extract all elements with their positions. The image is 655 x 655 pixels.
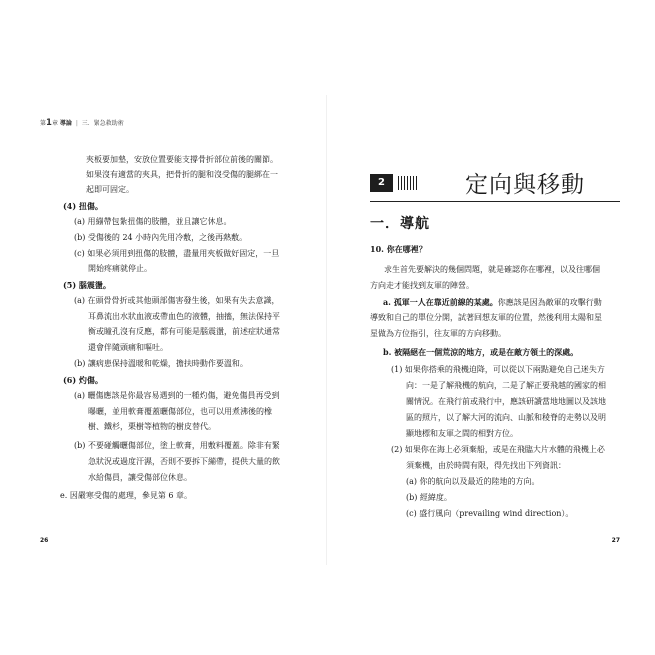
section-title: 一．導航 [370,216,430,232]
body-line: 衡或瞳孔沒有反應，都有可能是腦震盪，前述症狀通常 [88,327,280,336]
body-line: e. 因嚴寒受傷的處理，參見第 6 章。 [60,491,192,500]
chapter-title: 定向與移動 [465,172,585,198]
body-line: (a) 在頭骨骨折或其他頭部傷害發生後，如果有失去意識， [74,296,280,305]
running-head [40,118,124,128]
lead-in: a. 孤軍一人在靠近前線的某處。 [383,297,498,307]
page-number-right: 27 [611,537,620,544]
subheading: (4) 扭傷。 [63,201,103,211]
body-line: (1) 如果你搭乘的飛機迫降，可以從以下兩點避免自己迷失方 [391,365,605,374]
body-line: 還會伴隨頭痛和嘔吐。 [88,343,168,352]
body-line: 星做為方位指引，往友軍的方向移動。 [370,329,506,338]
body-line: 向：一是了解飛機的航向，二是了解正要飛越的國家的相 [406,381,606,390]
body-line: 關情況。在飛行前或飛行中，應該研讀當地地圖以及該地 [406,397,606,406]
body-line: (2) 如果你在海上必須棄船，或是在飛臨大片水體的飛機上必 [391,445,605,454]
body-line: (b) 不要碰觸曬傷部位，塗上軟膏，用敷料覆蓋。除非有緊 [74,441,280,450]
left-page [0,0,327,655]
body-line: 夾板要加墊，安放位置要能支撐骨折部位前後的關節。 [86,155,278,164]
body-line: (a) 用繃帶包紮扭傷的肢體，並且讓它休息。 [74,217,232,226]
subheading: (6) 灼傷。 [63,375,103,385]
right-page [327,0,655,655]
body-line: 耳鼻流出水狀血液或帶血色的液體，抽搐，無法保持平 [88,312,280,321]
body-line: 方向走才能找到友軍的陣營。 [370,281,474,290]
subheading: (5) 腦震盪。 [63,280,111,290]
running-head-separator: | [75,120,78,127]
body-line: 如果沒有適當的夾具，把骨折的腿和沒受傷的腿綁在一 [86,170,278,179]
body-line: 樹、鐵杉，栗樹等植物的樹皮替代。 [88,422,216,431]
body-line: (b) 經緯度。 [406,493,452,502]
lead-text: 你應該是因為敵軍的攻擊行動 [497,298,602,307]
subheading: b. 被隔絕在一個荒涼的地方，或是在敵方領土的深處。 [383,347,579,357]
page-number-left: 26 [40,537,49,544]
running-head-suffix: 章 [51,120,58,127]
body-line: 須棄機，由於時間有限，得先找出下列資訊： [406,461,566,470]
body-line: (a) 你的航向以及最近的陸地的方向。 [406,477,540,486]
running-head-prefix: 第 [40,120,47,127]
body-line: (c) 盛行風向（prevailing wind direction）。 [406,509,574,518]
body-line: 起即可固定。 [86,185,134,194]
chapter-underline [370,201,620,202]
body-line: 急狀況或過度汗濕，否則不要拆下繃帶，提供大量的飲 [88,457,280,466]
body-line: (b) 讓病患保持溫暖和乾燥，擔扶時動作要溫和。 [74,359,248,368]
running-head-title: 導論 [59,120,72,127]
body-line: (a) 曬傷應該是你最容易遇到的一種灼傷，避免傷員再受到 [74,391,280,400]
running-head-section: 三．緊急救助術 [81,120,124,127]
body-line: 顯地標和友軍之間的相對方位。 [406,429,518,438]
body-line-with-lead [383,297,602,308]
chapter-rule [398,176,418,190]
body-line: (b) 受傷後的 24 小時內先用冷敷，之後再熱敷。 [74,233,248,242]
body-line: 開始疼痛就停止。 [88,264,152,273]
body-line: 求生首先要解決的幾個問題，就是確認你在哪裡，以及往哪個 [384,265,600,274]
body-line: 導致和自己的單位分開，試著回想友軍的位置，然後利用太陽和星 [370,313,602,322]
body-line: 區的照片，以了解大河的流向、山脈和稜脊的走勢以及明 [406,413,606,422]
body-line: 水給傷員，讓受傷部位休息。 [88,473,192,482]
body-line: 曝曬，並用軟膏覆蓋曬傷部位，也可以用煮沸後的橡 [88,407,272,416]
body-line: (c) 如果必須用到扭傷的肢體，盡量用夾板做好固定，一旦 [74,249,280,258]
question-heading: 10. 你在哪裡？ [370,244,427,254]
chapter-number-badge: 2 [370,174,393,192]
running-head-chapter-number: 1 [46,118,52,128]
